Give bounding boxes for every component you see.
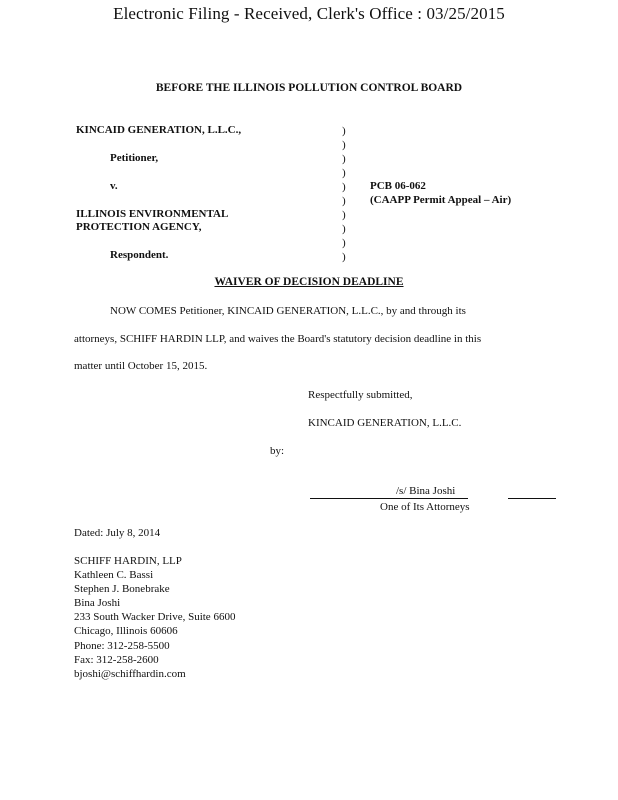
attorney-name: Kathleen C. Bassi	[74, 569, 154, 582]
body-line-3: matter until October 15, 2015.	[74, 360, 208, 372]
document-title: WAIVER OF DECISION DEADLINE	[214, 276, 404, 288]
attorney-name: Bina Joshi	[74, 597, 121, 610]
case-number: PCB 06-062	[370, 180, 426, 192]
electronic-filing-header: Electronic Filing - Received, Clerk's Office : 03/25/2015	[113, 4, 505, 23]
versus-label: v.	[110, 180, 118, 192]
caption-paren: )	[342, 153, 346, 165]
city-state-zip: Chicago, Illinois 60606	[74, 625, 178, 638]
closing-line: Respectfully submitted,	[308, 389, 413, 401]
by-label: by:	[270, 445, 285, 457]
dated-line: Dated: July 8, 2014	[74, 527, 161, 539]
caption-paren: )	[342, 251, 346, 263]
firm-name: SCHIFF HARDIN, LLP	[74, 555, 182, 567]
caption-paren: )	[342, 139, 346, 151]
caption-paren: )	[342, 125, 346, 137]
phone-number: Phone: 312-258-5500	[74, 639, 170, 652]
caption-paren-column	[342, 124, 354, 264]
caption-paren: )	[342, 223, 346, 235]
signature-line-right	[508, 498, 556, 499]
caption-paren: )	[342, 167, 346, 179]
caption-paren: )	[342, 181, 346, 193]
caption-paren: )	[342, 209, 346, 221]
body-line-1: NOW COMES Petitioner, KINCAID GENERATION, L.L.C., by and through its	[110, 305, 466, 317]
case-type: (CAAPP Permit Appeal – Air)	[370, 194, 512, 206]
attorney-name: Stephen J. Bonebrake	[74, 583, 170, 596]
petitioner-name: KINCAID GENERATION, L.L.C.,	[76, 124, 242, 136]
respondent-name-line1: ILLINOIS ENVIRONMENTAL	[76, 208, 229, 220]
electronic-signature: /s/ Bina Joshi	[396, 485, 456, 497]
signatory-role: One of Its Attorneys	[380, 501, 470, 513]
board-heading: BEFORE THE ILLINOIS POLLUTION CONTROL BOARD	[155, 82, 463, 94]
body-line-2: attorneys, SCHIFF HARDIN LLP, and waives the Board's statutory decision deadline in this	[74, 333, 482, 345]
signature-line-left	[310, 498, 400, 499]
street-address: 233 South Wacker Drive, Suite 6600	[74, 611, 236, 624]
respondent-label: Respondent.	[110, 249, 169, 261]
counsel-address-block	[74, 554, 235, 681]
signing-company: KINCAID GENERATION, L.L.C.	[308, 417, 462, 429]
fax-number: Fax: 312-258-2600	[74, 653, 159, 666]
signature-line-middle	[396, 498, 468, 499]
petitioner-label: Petitioner,	[110, 152, 159, 164]
caption-paren: )	[342, 237, 346, 249]
email-address: bjoshi@schiffhardin.com	[74, 667, 186, 680]
respondent-name-line2: PROTECTION AGENCY,	[76, 221, 202, 233]
caption-paren: )	[342, 195, 346, 207]
